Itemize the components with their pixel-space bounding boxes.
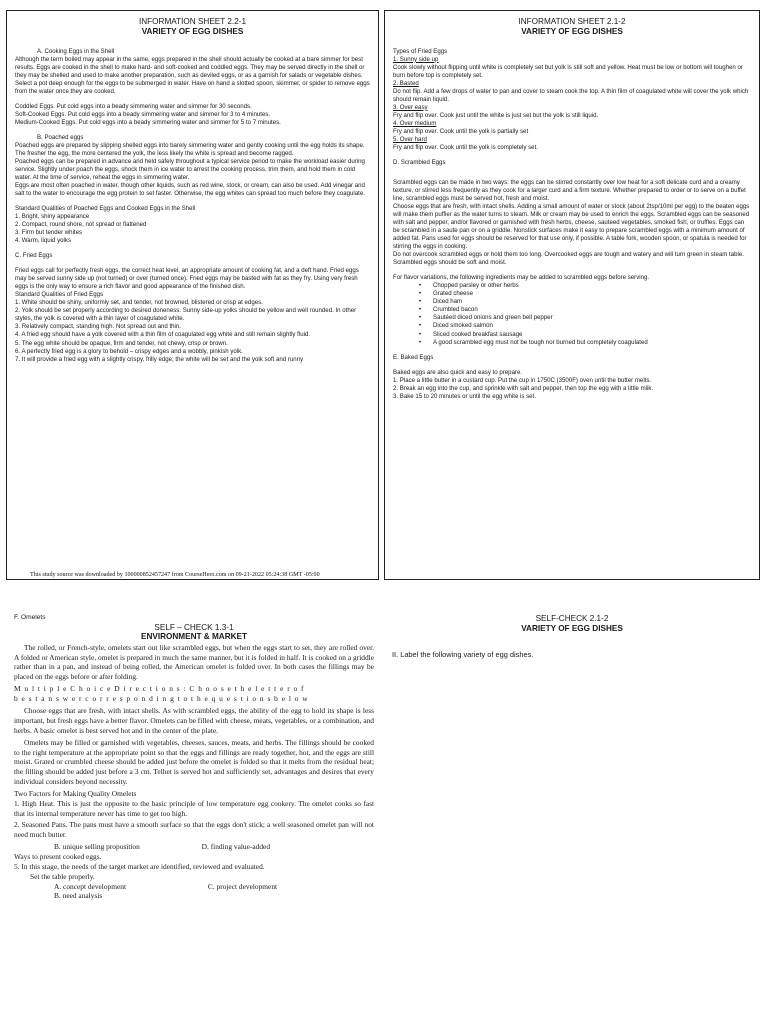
list-item: 2. Compact, round shore, not spread or flattened bbox=[15, 221, 147, 229]
paragraph-scrambled: Choose eggs that are fresh, with intact shells. Adding a small amount of water or stock (about 2tsp/10ml per egg) to the beaten eggs will make them puffier as the water turns to steam. Milk or cream may be used to enrich the eggs. Scrambled eggs can be seasoned with salt and pepper, and/or flavored or garnished with fresh herbs, cheese, sauteed vegetables, smoked fish, or truffles. Eggs can be scrambled in a saute pan or on a griddle. Nonstick surfaces make it easy to prepare scrambled eggs with a minimum amount of added fat. Pans used for eggs should be reserved for that use only, if possible. A table fork, wooden spoon, or spatula is needed for stirring the eggs in cooking. bbox=[393, 203, 750, 251]
list-item: 2. Seasoned Pans. The pans must have a smooth surface so that the eggs don't stick; a well seasoned omelet pan will not need much butter. bbox=[14, 820, 374, 840]
list-item: • Crumbled bacon bbox=[433, 306, 751, 314]
instruction-text: II. Label the following variety of egg dishes. bbox=[392, 649, 534, 659]
list-item: 3. Bake 15 to 20 minutes or until the egg white is set. bbox=[393, 392, 536, 400]
list-item: 2. Yolk should be set properly according to desired doneness. Sunny side-up yolks should be yellow and well rounded. In other styles, the yolk is covered with a thin layer of coagulated white. bbox=[15, 307, 357, 323]
paragraph-fried: Fried eggs call for perfectly fresh eggs, the correct heat level, an appropriate amount of cooking fat, and a deft hand. Fried eggs may be served sunny side up (not turned) or over (turned once). Fried eggs may be basted with fat as they fry. Using very fresh eggs is the only way to ensure a rich flavor and good appearance of the finished dish. bbox=[15, 267, 359, 291]
fried-standards-heading: Standard Qualities of Fried Eggs bbox=[15, 291, 104, 299]
info-sheet-2-1-2 bbox=[384, 10, 760, 580]
paragraph-omelets: Choose eggs that are fresh, with intact shells. As with scrambled eggs, the ability of the egg to hold its shape is less important, but fresh eggs have a better flavor. Omelets can be filled with cheese, meats, vegetables, or a combination, and herbs. A basic omelet is best served hot and in the center of the plate. bbox=[14, 706, 374, 735]
directions-line: M u l t i p l e C h o i c e D i r e c t i o n s : C h o o s e t h e l e t t e r o f bbox=[14, 684, 305, 694]
option-a: A. concept development bbox=[54, 881, 127, 891]
question-5: 5. In this stage, the needs of the target market are identified, reviewed and evaluated. bbox=[14, 861, 265, 871]
paragraph-poached: Poached eggs can be prepared in advance and held safely throughout a typical service period to make the workload easier during service. Slightly under poach the eggs, shock them in ice water to arrest the cooking process, trim them, and hold them in cold water. At the time of service, reheat the eggs in simmering water. bbox=[15, 157, 365, 181]
type-description: Cook slowly without flipping until white is completely set but yolk is still soft and yellow. Heat must be low or bottom will toughen or burn before top is completely set. bbox=[393, 63, 743, 79]
self-check-subtitle: ENVIRONMENT & MARKET bbox=[141, 631, 247, 641]
paragraph-scrambled: Do not overcook scrambled eggs or hold them too long. Overcooked eggs are tough and watery and will turn green in steam table. Scrambled eggs should be soft and moist. bbox=[393, 251, 744, 267]
paragraph-omelets: The rolled, or French-style, omelets start out like scrambled eggs, but when the eggs start to set, they are rolled over. A folded or American style, omelet is prepared in much the same manner, but it is folded in half. It is cooked on a griddle rather than in a pan, and instead of being rolled, the American omelet is folded over. In both cases the fillings may be placed on the eggs before or after folding. bbox=[14, 642, 374, 682]
type-heading-over-medium: 4. Over medium bbox=[393, 119, 437, 127]
list-item: • Sliced cooked breakfast sausage bbox=[433, 331, 751, 339]
medium-cooked-line: Medium-Cooked Eggs. Put cold eggs into a beady simmering water and simmer for 5 to 7 minutes. bbox=[15, 118, 281, 126]
list-item: 3. Relatively compact, standing high. Not spread out and thin. bbox=[15, 323, 181, 331]
paragraph-poached: Poached eggs are prepared by slipping shelled eggs into barely simmering water and gently cooking until the egg holds its shape. The fresher the egg, the more centered the yolk, the less likely the white is spread and become ragged. bbox=[15, 141, 365, 157]
list-item: 5. The egg white should be opaque, firm and tender, not chewy, crisp or brown. bbox=[15, 339, 228, 347]
self-check-title: SELF-CHECK 2.1-2 bbox=[535, 614, 609, 623]
answer-options-row bbox=[14, 882, 374, 892]
self-check-title: SELF – CHECK 1.3-1 bbox=[154, 622, 234, 632]
paragraph-scrambled: Scrambled eggs can be made in two ways: the eggs can be stirred constantly over low heat for a soft delicate curd and a creamy texture, or stirred less frequently as they cook for a larger curd and a firm texture. Whether prepared to order or to serve on a buffet line, scrambled eggs must be served hot, fresh and moist. bbox=[393, 178, 746, 202]
download-watermark: This study source was downloaded by 100000852457247 from CourseHero.com on 09-21-2022 05:24:38 GMT -05:00 bbox=[30, 572, 320, 578]
paragraph-shell: Although the term boiled may appear in the same, eggs prepared in the shell should actually be cooked at a bare simmer for best results. Eggs are cooked in the shell to make hard- and soft-cooked and coddled eggs. They may be served directly in the shell or they may be shelled and used to make another preparation, such as deviled eggs, or as a garnish for salads or vegetable dishes. Select a pot deep enough for the eggs to be submerged in water. Have on hand a slotted spoon, skimmer, or spider to remove eggs from the water once they are cooked. bbox=[15, 55, 370, 95]
option-d: D. finding value-added bbox=[201, 842, 271, 852]
paragraph-omelets: Omelets may be filled or garnished with vegetables, cheeses, sauces, meats, and herbs. The fillings should be cooked to the right temperature at the appropriate point so that the eggs and fillings are ready together, hot, and the eggs are still moist. Grated or crumbled cheese should be added just before the omelet is folded so that it melts from the residual heat; the filling should be added just before a 3 cm. Telhet is served hot and sufficiently set, advantages and desires that every individual considers beyond necessity. bbox=[14, 737, 374, 787]
sheet-subtitle: VARIETY OF EGG DISHES bbox=[521, 27, 623, 37]
list-item: 6. A perfectly fried egg is a glory to behold – crispy edges and a wobbly, pinkish yolk. bbox=[15, 347, 243, 355]
type-description: Fry and flip over. Cook just until the white is just set but the yolk is still liquid. bbox=[393, 111, 599, 119]
flavor-list bbox=[393, 282, 751, 346]
section-heading-baked: E. Baked Eggs bbox=[393, 353, 434, 361]
option-c: C. project development bbox=[207, 881, 278, 891]
sheet-title: INFORMATION SHEET 2.1-2 bbox=[518, 17, 626, 26]
list-item: • A good scrambled egg must not be tough nor burned but completely coagulated bbox=[433, 339, 751, 347]
info-sheet-2-2-1 bbox=[6, 10, 379, 580]
type-description: Fry and flip over. Cook until the yolk is completely set. bbox=[393, 143, 538, 151]
ways-heading: Ways to present cooked eggs. bbox=[14, 851, 102, 861]
section-heading-fried: C. Fried Eggs bbox=[15, 252, 53, 260]
type-heading-sunny-side-up: 1. Sunny side up bbox=[393, 55, 439, 63]
list-item: 2. Break an egg into the cup, and sprinkle with salt and pepper, then top the egg with a little milk. bbox=[393, 384, 654, 392]
self-check-2-1-2 bbox=[384, 614, 760, 659]
flavor-variations-text: For flavor variations, the following ingredients may be added to scrambled eggs before serving. bbox=[393, 274, 650, 282]
paragraph-baked: Baked eggs are also quick and easy to prepare. bbox=[393, 368, 523, 376]
two-factors-heading: Two Factors for Making Quality Omelets bbox=[14, 788, 137, 798]
directions-line: b e s t a n s w e r c o r r e s p o n d i n g t o t h e q u e s t i o n s b e l o w bbox=[14, 694, 309, 704]
set-table-line: Set the table properly. bbox=[30, 871, 95, 881]
option-b: B. need analysis bbox=[54, 891, 103, 901]
list-item: 1. Place a little butter in a custard cup. Put the cup in 1750C (3500F) oven until the butter melts. bbox=[393, 376, 652, 384]
overlapping-directions bbox=[14, 684, 374, 706]
list-item: 3. Firm but tender whites bbox=[15, 229, 83, 237]
answer-options-row bbox=[14, 842, 374, 852]
self-check-1-3-1 bbox=[14, 614, 374, 901]
list-item: 7. It will provide a fried egg with a slightly crispy, frilly edge; the white will be set and the yolk soft and runny bbox=[15, 355, 304, 363]
list-item: 1. Bright, shiny appearance bbox=[15, 213, 90, 221]
option-b: B. unique selling proposition bbox=[54, 842, 140, 852]
sheet-subtitle: VARIETY OF EGG DISHES bbox=[141, 27, 244, 37]
list-item: 4. A fried egg should have a yolk covered with a thin film of coagulated egg white and still remain slightly fluid. bbox=[15, 331, 311, 339]
type-heading-over-easy: 3. Over easy bbox=[393, 103, 428, 111]
list-item: 1. White should be shiny, uniformly set, and tender, not browned, blistered or crisp at edges. bbox=[15, 299, 263, 307]
self-check-subtitle: VARIETY OF EGG DISHES bbox=[521, 623, 623, 633]
paragraph-poached: Eggs are most often poached in water, though other liquids, such as red wine, stock, or cream, can also be used. Add vinegar and salt to the water to encourage the egg protein to set faster. Otherwise, the egg whites can spread too much before they coagulate. bbox=[15, 181, 365, 197]
types-heading: Types of Fried Eggs bbox=[393, 47, 448, 55]
list-item: • Diced ham bbox=[433, 298, 751, 306]
list-item: 4. Warm, liquid yolks bbox=[15, 237, 71, 245]
list-item: • Diced smoked salmon bbox=[433, 322, 751, 330]
type-description: Fry and flip over. Cook until the yolk is partially set bbox=[393, 127, 529, 135]
type-description: Do not flip. Add a few drops of water to pan and cover to steam cook the top. A thin film of coagulated white will cover the yolk which should remain liquid. bbox=[393, 87, 749, 103]
list-item: • Sautéed diced onions and green bell pepper bbox=[433, 314, 751, 322]
standard-qualities-heading: Standard Qualities of Poached Eggs and Cooked Eggs in the Shell bbox=[15, 205, 196, 213]
coddled-line: Coddled Eggs. Put cold eggs into a beady simmering water and simmer for 30 seconds. bbox=[15, 102, 252, 110]
list-item: • Grated cheese bbox=[433, 290, 751, 298]
section-heading-shell: A. Cooking Eggs in the Shell bbox=[37, 47, 115, 55]
type-heading-over-hard: 5. Over hard bbox=[393, 135, 427, 143]
section-heading-scrambled: D. Scrambled Eggs bbox=[393, 158, 446, 166]
sheet-title: INFORMATION SHEET 2.2-1 bbox=[138, 17, 247, 26]
list-item: 1. High Heat. This is just the opposite to the basic principle of low temperature egg cookery. The omelet cooks so fast that its internal temperature never has time to get too high. bbox=[14, 798, 374, 818]
type-heading-basted: 2. Basted bbox=[393, 79, 419, 87]
soft-cooked-line: Soft-Cooked Eggs. Put cold eggs into a beady simmering water and simmer for 3 to 4 minutes. bbox=[15, 110, 271, 118]
section-heading-poached: B. Poached eggs bbox=[37, 133, 84, 141]
list-item: • Chopped parsley or other herbs bbox=[433, 282, 751, 290]
section-heading-omelets: F. Omelets bbox=[14, 614, 46, 621]
